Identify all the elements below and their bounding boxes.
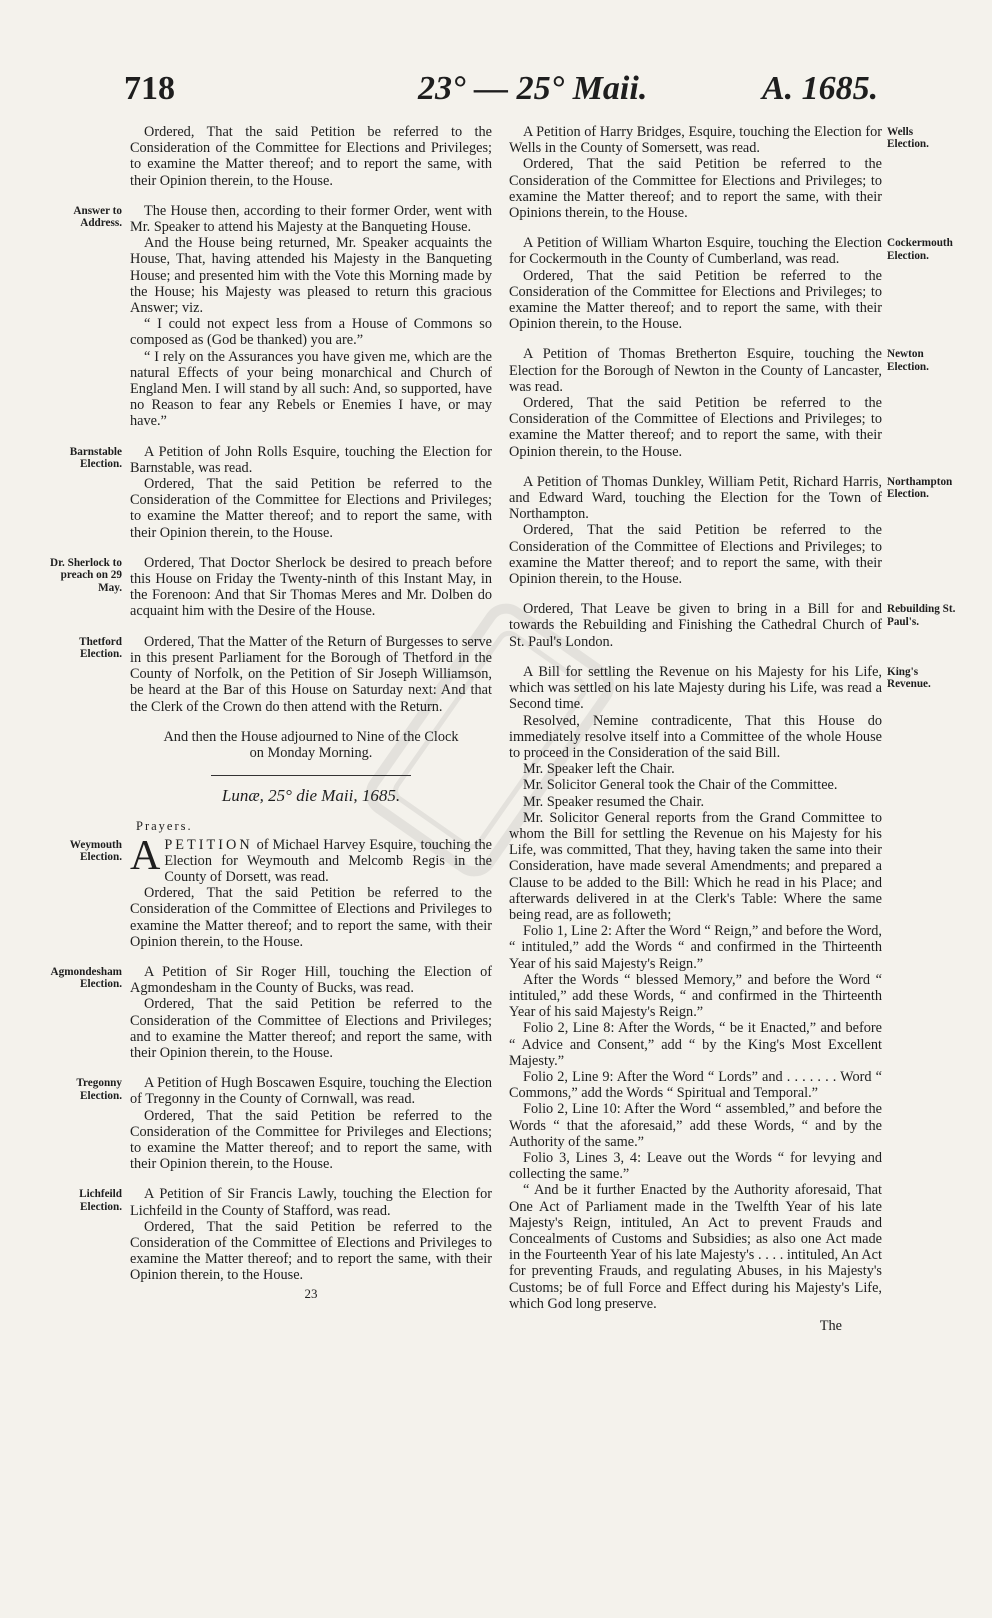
- small-caps: PETITION: [164, 836, 253, 853]
- margin-note-cockermouth: Cockermouth Election.: [887, 237, 953, 262]
- paragraph: A Petition of John Rolls Esquire, touching the Election for Barnstable, was read.: [130, 443, 492, 476]
- margin-note-weymouth: Weymouth Election.: [69, 838, 122, 863]
- drop-cap: A: [130, 832, 161, 879]
- entry-sherlock: [50, 554, 492, 620]
- paragraph: A Bill for settling the Revenue on his Majesty for his Life, which was settled on his late Majesty during his Life, was read a Second time.: [509, 663, 882, 713]
- margin-note-wells: Wells Election.: [887, 126, 929, 151]
- paragraph: Ordered, That the said Petition be referred to the Consideration of the Committee of Elections and Privileges; and to examine the Matter thereof; and report the same, with their Opinion therein, to the House.: [130, 996, 492, 1061]
- margin-note-agmondesham: Agmondesham Election.: [50, 965, 122, 991]
- paragraph: Folio 2, Line 9: After the Word “ Lords” and . . . . . . . Word “ Commons,” add the Words “ Spiritual and Temporal.”: [509, 1068, 882, 1102]
- entry-agmondesham: [50, 963, 492, 1061]
- paragraph: Ordered, That Doctor Sherlock be desired to preach before this House on Friday the Twenty-ninth of this Instant May, in the Forenoon: And that Sir Thomas Meres and Mr. Dolben do acquaint him with the Desire of the House.: [130, 554, 492, 620]
- left-column: [50, 124, 492, 1302]
- sitting-date: Lunæ, 25° die Maii, 1685.: [221, 786, 401, 806]
- entry-answer-to-address: [73, 202, 492, 430]
- margin-note-lichfeild: Lichfeild Election.: [79, 1188, 122, 1213]
- margin-note-northampton: Northampton Election.: [887, 475, 953, 501]
- entry-newton: [509, 346, 929, 460]
- paragraph-rest: of Michael Harvey Esquire, touching the Election for Weymouth and Melcomb Regis in the County of Dorsett, was read.: [164, 836, 492, 885]
- prayers-heading: Prayers.: [136, 819, 193, 834]
- margin-note-st-pauls: Rebuilding St. Paul's.: [887, 603, 956, 628]
- margin-note-newton: Newton Election.: [887, 348, 929, 373]
- entry-kings-revenue: [509, 663, 931, 1312]
- divider: [211, 775, 411, 776]
- paragraph: Ordered, That the said Petition be referred to the Consideration of the Committee for Elections and Privileges; to examine the Matter thereof; and to report the same, with their Opinion therein, to the House.: [509, 267, 882, 333]
- page-date-range: 23° — 25° Maii.: [418, 70, 648, 107]
- paragraph: Mr. Speaker left the Chair.: [523, 761, 675, 778]
- paragraph: Ordered, That the said Petition be referred to the Consideration of the Committee for Privileges and Elections; to examine the Matter thereof; and to report the same, with their Opinion therein, to the House.: [130, 1107, 492, 1173]
- entry-thetford: [79, 633, 492, 715]
- margin-note-sherlock: Dr. Sherlock to preach on 29 May.: [50, 556, 122, 594]
- paragraph: Mr. Solicitor General reports from the Grand Committee to whom the Bill for settling the Revenue on his Majesty for his Life, was committed, That they, having taken the same into their Consideration, have made several Amendments; and prepared a Clause to be added to the Bill: Which he read in his Place; and afterwards delivered in at the Clerk's Table: Where the same being read, are as followeth;: [509, 809, 882, 923]
- paragraph: “ I could not expect less from a House of Commons so composed as (God be thanked) you are.”: [130, 316, 492, 349]
- entry-lichfeild: [79, 1186, 492, 1284]
- paragraph: A Petition of Thomas Dunkley, William Petit, Richard Harris, and Edward Ward, touching the Election for the Town of Northampton.: [509, 473, 882, 523]
- paragraph: A Petition of William Wharton Esquire, touching the Election for Cockermouth in the County of Cumberland, was read.: [509, 235, 882, 268]
- paragraph: After the Words “ blessed Memory,” and before the Word “ intituled,” add these Words, “ and confirmed in the Thirteenth Year of his said Majesty's Reign.”: [509, 971, 882, 1021]
- paragraph: Ordered, That the said Petition be referred to the Consideration of the Committee of Elections and Privileges to examine the Matter thereof; and to report the same, with their Opinion therein, to the House.: [130, 885, 492, 950]
- margin-note-answer: Answer to Address.: [73, 204, 122, 230]
- paragraph: A Petition of Hugh Boscawen Esquire, touching the Election of Tregonny in the County of Cornwall, was read.: [130, 1075, 492, 1108]
- paragraph: Folio 1, Line 2: After the Word “ Reign,” and before the Word, “ intituled,” add the Words “ and confirmed in the Thirteenth Year of his said Majesty's Reign.”: [509, 923, 882, 972]
- entry-cockermouth: [509, 235, 953, 333]
- paragraph: Ordered, That the said Petition be referred to the Consideration of the Committee of Elections and Privileges; to examine the Matter thereof; and to report the same, with their Opinion therein, to the House.: [509, 395, 882, 460]
- entry-wells: [509, 124, 929, 222]
- paragraph: And the House being returned, Mr. Speaker acquaints the House, That, having attended his Majesty in the Banqueting House; and presented him with the Vote this Morning made by the House; his Majesty was pleased to return this gracious Answer; viz.: [130, 235, 492, 317]
- paragraph: A Petition of Thomas Bretherton Esquire, touching the Election for the Borough of Newton in the County of Lancaster, was read.: [509, 346, 882, 395]
- margin-note-tregonny: Tregonny Election.: [76, 1077, 122, 1102]
- paragraph: “ And be it further Enacted by the Authority aforesaid, That One Act of Parliament made in the Twelfth Year of his late Majesty's Reign, intituled, An Act to prevent Frauds and Concealments of Customs and Subsidies; as also one Act made in the Fourteenth Year of his late Majesty's . . . . intituled, An Act for preventing Frauds, and regulating Abuses, in his Majesty's Customs; be of full Force and Effect during his Majesty's Life, which God long preserve.: [509, 1182, 882, 1312]
- paragraph: [130, 832, 492, 886]
- paragraph: “ I rely on the Assurances you have given me, which are the natural Effects of your being monarchical and Church of England Men. I will stand by all such: And, so supported, have no Reason to fear any Rebels or Enemies I have, or may have.”: [130, 348, 492, 430]
- paragraph: Ordered, That the said Petition be referred to the Consideration of the Committee of Elections and Privileges; to examine the Matter thereof; and to report the same, with their Opinion therein, to the House.: [509, 522, 882, 588]
- adjournment: And then the House adjourned to Nine of the Clock on Monday Morning.: [163, 728, 459, 761]
- entry-barnstable: [69, 443, 492, 541]
- paragraph: Ordered, That the said Petition be referred to the Consideration of the Committee for Elections and Privileges; to examine the Matter thereof; and to report the same, with their Opinion therein, to the House.: [130, 124, 492, 189]
- right-column: [509, 124, 956, 1335]
- paragraph: A Petition of Harry Bridges, Esquire, touching the Election for Wells in the County of Somersett, was read.: [509, 124, 882, 157]
- entry-weymouth: [69, 832, 492, 950]
- paragraph: Ordered, That the said Petition be referred to the Consideration of the Committee of Elections and Privileges to examine the Matter thereof; and to report the same, with their Opinion therein, to the House.: [130, 1218, 492, 1284]
- paragraph: A Petition of Sir Roger Hill, touching the Election of Agmondesham in the County of Bucks, was read.: [130, 963, 492, 997]
- paragraph: The House then, according to their former Order, went with Mr. Speaker to attend his Majesty at the Banqueting House.: [130, 202, 492, 236]
- signature-mark: 23: [304, 1285, 318, 1301]
- paragraph: A Petition of Sir Francis Lawly, touching the Election for Lichfeild in the County of Stafford, was read.: [130, 1186, 492, 1219]
- page-year: A. 1685.: [762, 70, 879, 107]
- paragraph: Ordered, That the said Petition be referred to the Consideration of the Committee for Elections and Privileges; to examine the Matter thereof; and to report the same, with their Opinions therein, to the House.: [509, 156, 882, 222]
- entry-northampton: [509, 473, 953, 588]
- margin-note-thetford: Thetford Election.: [79, 635, 122, 661]
- margin-note-revenue: King's Revenue.: [887, 665, 931, 691]
- page-number: 718: [124, 70, 175, 107]
- entry-st-pauls: [509, 601, 956, 650]
- catchword: The: [819, 1318, 842, 1335]
- paragraph: Folio 2, Line 10: After the Word “ assembled,” and before the Words “ that the aforesaid,” add these Words, “ and by the Authority of the same.”: [509, 1101, 882, 1150]
- paragraph: Mr. Speaker resumed the Chair.: [523, 793, 705, 810]
- margin-note-barnstable: Barnstable Election.: [69, 445, 122, 471]
- paragraph: Folio 3, Lines 3, 4: Leave out the Words “ for levying and collecting the same.”: [509, 1149, 882, 1183]
- paragraph: Folio 2, Line 8: After the Words, “ be it Enacted,” and before “ Advice and Consent,” add “ by the King's Most Excellent Majesty.”: [509, 1020, 882, 1069]
- entry-tregonny: [76, 1075, 492, 1173]
- paragraph: Mr. Solicitor General took the Chair of the Committee.: [523, 777, 838, 794]
- paragraph: Ordered, That the said Petition be referred to the Consideration of the Committee for Elections and Privileges; to examine the Matter thereof; and to report the same, with their Opinion therein, to the House.: [130, 476, 492, 541]
- paragraph: Resolved, Nemine contradicente, That this House do immediately resolve itself into a Committee of the whole House to proceed in the Consideration of the said Bill.: [509, 712, 882, 761]
- paragraph: Ordered, That the Matter of the Return of Burgesses to serve in this present Parliament for the Borough of Thetford in the County of Norfolk, on the Petition of Sir Joseph Williamson, be heard at the Bar of this House on Saturday next: And that the Clerk of the Crown do then attend with the Return.: [130, 633, 492, 715]
- paragraph: Ordered, That Leave be given to bring in a Bill for and towards the Rebuilding and Finishing the Cathedral Church of St. Paul's London.: [509, 601, 882, 650]
- entry-wells-order: [130, 124, 492, 189]
